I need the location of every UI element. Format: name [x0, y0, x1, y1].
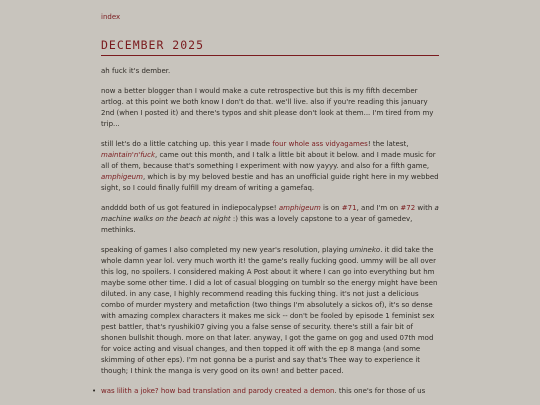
index-link[interactable]: index	[101, 13, 121, 21]
post-title: DECEMBER 2025	[101, 38, 439, 56]
game-title-amphigeum: amphigeum	[278, 204, 321, 212]
issue-72-link[interactable]: #72	[400, 204, 416, 212]
text-span: ! the latest,	[367, 140, 409, 148]
game-title-amphigeum: amphigeum	[101, 173, 143, 181]
bullet-icon: •	[92, 387, 97, 395]
main-content	[92, 12, 439, 397]
text-span: still let's do a little catching up. this year I made	[101, 140, 273, 148]
game-title-umineko: umineko	[349, 246, 381, 254]
text-span: . it did take the whole damn year lol. very much worth it! the game's really fucking good. ummy will be all over this log, no spoilers. I considered making A Post about it where I can go into everything but hm maybe some other time. I did a lot of casual blogging on tumblr so the energy might have been diluted. in any case, I highly recommend reading this fucking thing. it's not just a delicious combo of murder mystery and metafiction (two things I'm absolutely a sickos of), it's so dense with amazing complex characters it makes me sick -- don't be fooled by episode 1 feminist sex pest battler, that's ryushiki07 giving you a false sense of security. there's still a fair bit of shonen bullshit though. more on that later. anyway, I got the game on gog and used 07th mod for voice acting and visual changes, and then topped it off with the ep 8 manga (and some skimming of other eps). I'm not gonna be a purist and say that's Thee way to experience it though; I think the manga is very good on its own! and better paced.	[101, 246, 438, 375]
text-span: speaking of games I also completed my new year's resolution, playing	[101, 246, 350, 254]
text-span: , came out this month, and I talk a little bit about it below. and I made music for all of them, because that's something I experiment with now yayyy. and also for a fifth game,	[101, 151, 436, 170]
text-span: :) this was a lovely capstone to a year of gamedev, methinks.	[101, 215, 413, 234]
paragraph-4	[101, 203, 439, 236]
paragraph-5	[101, 245, 439, 377]
text-span: is on	[320, 204, 342, 212]
list-item	[92, 386, 439, 397]
issue-71-link[interactable]: #71	[341, 204, 357, 212]
vidyagames-link[interactable]: four whole ass vidyagames	[272, 140, 368, 148]
text-span: with	[415, 204, 435, 212]
text-span: andddd both of us got featured in indiepocalypse!	[101, 204, 279, 212]
text-span: , and I'm on	[356, 204, 401, 212]
paragraph-2: now a better blogger than I would make a cute retrospective but this is my fifth december artlog. at this point we both know I don't do that. we'll live. also if you're reading this january 2nd (when I posted it) and there's typos and shit please don't look at them... I'm tired from my trip...	[101, 87, 434, 128]
paragraph-3	[101, 139, 439, 194]
paragraph-1: ah fuck it's dember.	[101, 67, 171, 75]
game-title-maintain: maintain'n'fuck	[101, 151, 155, 159]
link-list	[92, 386, 439, 397]
lilith-article-link[interactable]: was lilith a joke? how bad translation and parody created a demon	[101, 387, 335, 395]
text-span: , which is by my beloved bestie and has an unofficial guide right here in my webbed sight, so I could finally fulfill my dream of writing a gamefaq.	[101, 173, 439, 192]
list-item-text: . this one's for those of us	[334, 387, 426, 395]
game-title-machine: a machine walks on the beach at night	[101, 204, 439, 223]
